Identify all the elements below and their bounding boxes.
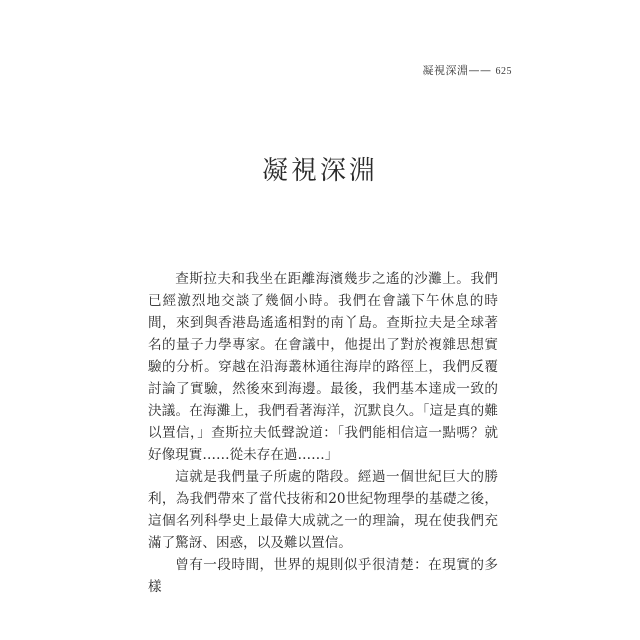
page-number: 625 bbox=[495, 66, 512, 77]
paragraph: 曾有一段時間，世界的規則似乎很清楚：在現實的多樣 bbox=[148, 557, 498, 595]
running-head-dash: —— bbox=[468, 64, 492, 77]
chapter-title: 凝視深淵 bbox=[261, 156, 378, 186]
paragraph: 這就是我們量子所處的階段。經過一個世紀巨大的勝利，為我們帶來了當代技術和20世紀物理學的基礎之後，這個名列科學史上最偉大成就之一的理論，現在使我們充滿了驚訝、困惑，以及難以置信。 bbox=[148, 469, 498, 551]
body-text bbox=[148, 268, 498, 598]
running-head-title: 凝視深淵 bbox=[422, 64, 469, 77]
paragraph: 查斯拉夫和我坐在距離海濱幾步之遙的沙灘上。我們已經激烈地交談了幾個小時。我們在會議下午休息的時間，來到與香港島遙遙相對的南丫島。查斯拉夫是全球著名的量子力學專家。在會議中，他提出了對於複雜思想實驗的分析。穿越在沿海叢林通往海岸的路徑上，我們反覆討論了實驗，然後來到海邊。最後，我們基本達成一致的決議。在海灘上，我們看著海洋，沉默良久。「這是真的難以置信，」查斯拉夫低聲說道：「我們能相信這一點嗎？就好像現實……從未存在過……」 bbox=[148, 271, 498, 463]
running-head bbox=[423, 62, 513, 78]
